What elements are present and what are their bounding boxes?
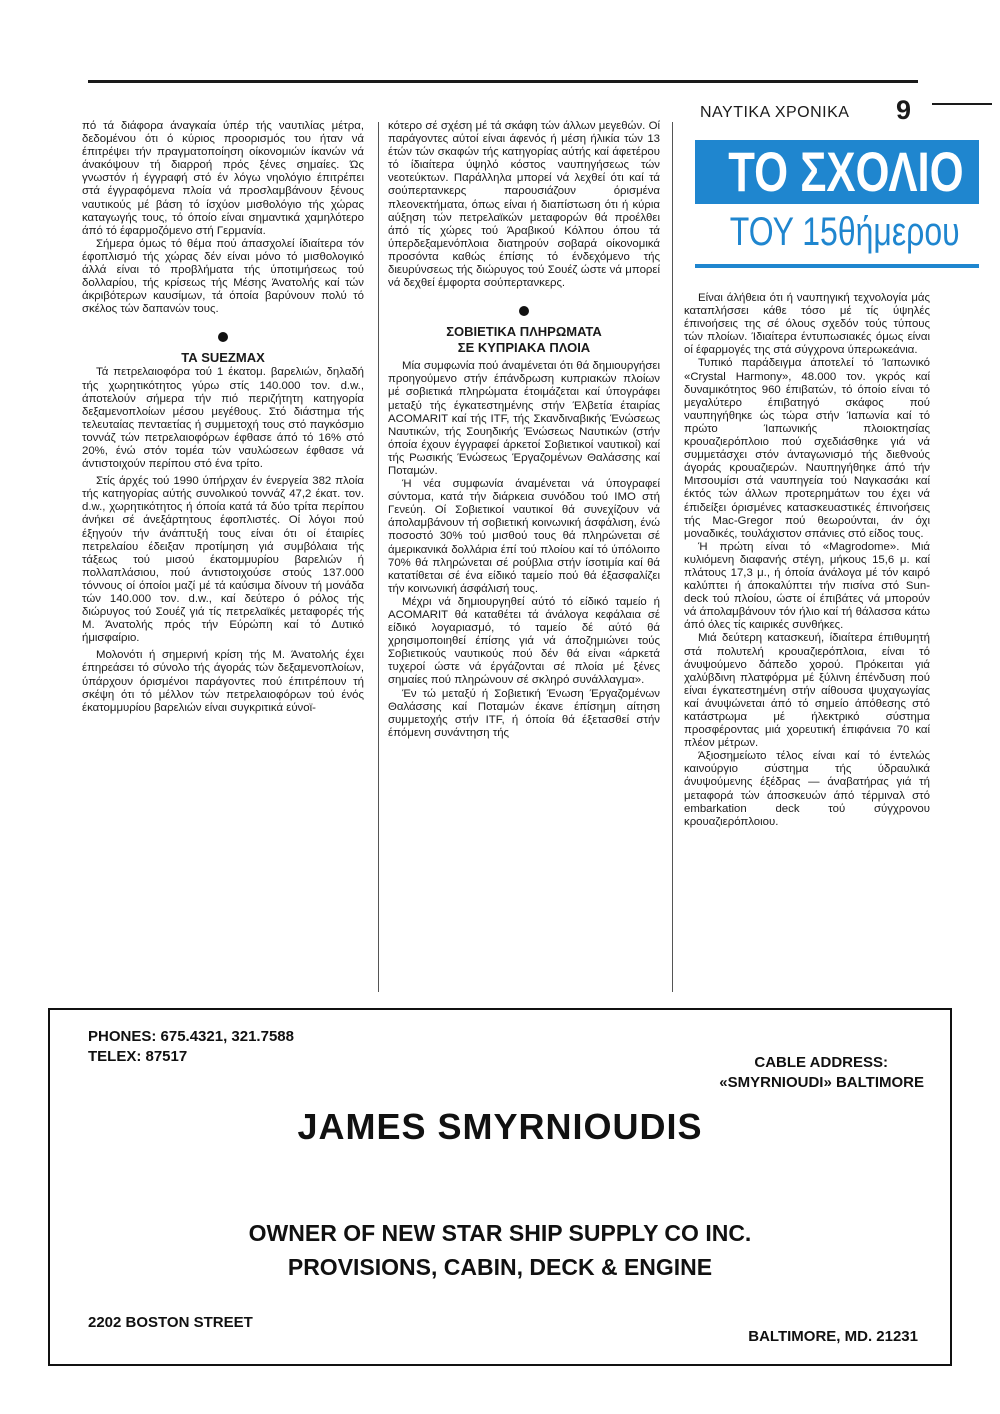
ad-cable-label: CABLE ADDRESS: [754,1054,888,1071]
paragraph: Μολονότι ή σημερινή κρίση τής Μ. Άνατολής έχει έπηρεάσει τό σύνολο τής άγοράς τών δεξαμενοπλοίων, ύπάρχουν όρισμένοι παράγοντες πού έπιτρέπουν τή σκέψη ότι τό μέλλον τών πετρελαιοφόρων τού ένός έκατομμυρίου βαρελιών είναι συγκριτικά εύνοϊ- [82,649,364,714]
column-divider-2 [672,122,673,992]
section-bullet [519,306,529,316]
ad-owner-line: OWNER OF NEW STAR SHIP SUPPLY CO INC. [248,1220,752,1246]
article-column-3 [684,292,930,829]
page-number: 9 [896,95,912,125]
column-divider-1 [378,122,379,992]
paragraph: Ή νέα συμφωνία άναμένεται νά ύπογραφεί σύντομα, κατά τήν διάρκεια συνόδου τού IMO στή Γενεύη. Οί Σοβιετικοί ναυτικοί θά συνεχίζουν νά άπολαμβάνουν τή σοβιετική κοινωνική άσφάλιση, ένώ ποσοστό 30% τού μισθού τους θά πληρώνεται σέ άμερικανικά δολλάρια έπί τού πλοίου καί τό ύπόλοιπο 70% θά πληρώνεται σέ ρούβλια στήν ίσοτιμία καί θά κατατίθεται σέ ένα είδικό ταμείο πού θά έξασφαλίζει τήν κοινωνική άσφάλισή τους. [388,478,660,595]
article-column-2 [388,120,660,740]
comment-banner [695,140,979,268]
paragraph: Τά πετρελαιοφόρα τού 1 έκατομ. βαρελιών, δηλαδή τής χωρητικότητος γύρω στίς 140.000 τον. d.w., άποτελούν σήμερα τήν πιό περιζήτητη κατηγορία δεξαμενοπλοίων μέσου μεγέθους. Στό διάστημα τής τελευταίας πενταετίας ή συμμετοχή τους στό παγκόσμιο τοννάζ τών πετρελαιοφόρων έφθασε άπό τό 16% στό 20%, ένώ στόν τομέα τών ναυλώσεων έφθασε νά άντιστοιχούν περίπου στό ένα τρίτο. [82,366,364,471]
paragraph: Μιά δεύτερη κατασκευή, ίδιαίτερα έπιθυμητή στά πολυτελή κρουαζιερόπλοια, είναι τό άνυψούμενο δάπεδο χορού. Πρόκειται γιά χαλύβδινη πλατφόρμα μέ ξύλινη έπένδυση πού είναι έγκατεστημένη στήν αίθουσα ψυχαγωγίας καί άνυψώνεται άπό τό σημείο άπόθεσης στό κατάστρωμα μέ ήλεκτρικό σύστημα προσφέροντας μιά χορευτική έπιφάνεια 70 καί πλέον μέτρων. [684,632,930,750]
ad-cable-address: «SMYRNIOUDI» BALTIMORE [719,1074,924,1091]
ad-city: BALTIMORE, MD. 21231 [748,1328,918,1345]
paragraph: Στίς άρχές τού 1990 ύπήρχαν έν ένεργεία 382 πλοία τής κατηγορίας αύτής συνολικού τοννάζ 47,2 έκατ. τον. d.w., χωρητικότητος ή όποία κατά τά δύο τρίτα περίπου άνήκει σέ άνεξάρτητους έφοπλιστές. Οί λόγοι πού έξηγούν τήν άνάπτυξή τους είναι ότι οί έταιρίες πετρελαίου έδειξαν προτίμηση γιά συμβόλαια τής τάξεως τού μισού έκατομμυρίου βαρελιών ή πολλαπλάσιου, πού άντιστοιχούσε στούς 137.000 τόννους οί όποίοι μαζί μέ τά καύσιμα δίνουν τή μονάδα τών 140.000 τον. d.w., καί δεύτερο ό ρόλος τής διώρυγος τού Σουέζ γιά τίς πετρελαϊκές μεταφορές τής Μ. Άνατολής πρός τήν Εύρώπη καί τό Δυτικό ήμισφαίριο. [82,475,364,645]
ad-supplies-line: PROVISIONS, CABIN, DECK & ENGINE [287,1254,713,1280]
banner-title: ΤΟ ΣΧΟΛΙΟ [695,140,979,204]
advertisement-box [48,1008,952,1366]
section-title: ΝΑΥΤΙΚΑ ΧΡΟΝΙΚΑ [700,104,850,121]
section-bullet [218,332,228,342]
article-column-1 [82,120,364,715]
banner-underline [695,264,979,268]
banner-subtitle: ΤΟΥ 15θήμερου [729,210,960,254]
paragraph: Σήμερα όμως τό θέμα πού άπασχολεί ίδιαίτερα τόν έφοπλισμό τής χώρας δέν είναι μόνο τό μισθολογικό άλλά είναι τό προβλήματα τής ύποτιμήσεως τού δολλαρίου, τής κρίσεως τής Μέσης Άνατολής καί τών άκριβότερων καυσίμων, τά όποία βαρύνουν πολύ τό σκέλος τών δαπανών τους. [82,237,364,316]
ad-phones: PHONES: 675.4321, 321.7588 [88,1028,294,1045]
paragraph: Μία συμφωνία πού άναμένεται ότι θά δημιουργήσει προηγούμενο στήν έπάνδρωση κυπριακών πλοίων μέ σοβιετικά πληρώματα έτοιμάζεται καί ύπογράφει μεταξύ τής έγκατεστημένης στήν Έλβετία έταιρίας ACOMARIT καί τής ITF, τής Σκανδιναβικής Ένώσεως Ναυτικών, τής Σουηδικής Ένώσεως Ναυτικών (στήν όποία έχουν έγγραφεί άρκετοί Σοβιετικοί ναυτικοί) καί τής Ρωσικής Ένώσεως Έργαζομένων Θαλάσσης καί Ποταμών. [388,360,660,477]
section-heading: ΤΑ SUEZMAX [181,350,265,366]
section-heading: ΣΕ ΚΥΠΡΙΑΚΑ ΠΛΟΙΑ [457,340,591,356]
paragraph: πό τά διάφορα άναγκαία ύπέρ τής ναυτιλίας μέτρα, δεδομένου ότι ό κύριος προορισμός του ήταν νά έπιτρέψει τήν πραγματοποίηση οίκονομιών ίκανών νά άνακόψουν τή διαρροή πρός ξένες σημαίες. Ώς γνωστόν ή έγγραφή στό έν λόγω νηολόγιο έπιτρέπει στά έγγραφόμενα πλοία νά προσλαμβάνουν ξένους ναυτικούς μέ βάση τό ίσχύον μισθολόγιο τής χώρας καταγωγής τους, τό όποίο είναι σημαντικά χαμηλότερο άπό τό έφαρμοζόμενο στή Γερμανία. [82,120,364,237]
ad-telex: TELEX: 87517 [88,1048,188,1065]
paragraph: Μέχρι νά δημιουργηθεί αύτό τό είδικό ταμείο ή ACOMARIT θά καταθέτει τά άνάλογα κεφάλαια σέ είδικό λογαριασμό, τό ταμείο δέ αύτό θά χρησιμοποιηθεί έπίσης γιά νά άποζημιώνει τούς Σοβιετικούς ναυτικούς πού δέν θά είναι «άρκετά τυχεροί ώστε νά έργάζονται σέ πλοία μέ ξένες σημαίες πού πληρώνουν σέ σκληρό συνάλλαγμα». [388,595,660,687]
header-rule-right [932,103,992,105]
paragraph: κότερο σέ σχέση μέ τά σκάφη τών άλλων μεγεθών. Οί παράγοντες αύτοί είναι άφενός ή μέση ήλικία τών 13 έτών τών σκαφών τής κατηγορίας αύτής καί άφετέρου τό ίδιαίτερα ύψηλό κόστος ναυπηγήσεως τών νεοτεύκτων. Παράλληλα μπορεί νά λεχθεί ότι καί τά σούπερτανκερς παρουσιάζουν όρισμένα πλεονεκτήματα, όπως είναι ή διαπίστωση ότι ή κύρια αύξηση τών πετρελαϊκών μεταφορών θά προέλθει άπό τίς χώρες τού Άραβικού Κόλπου όπου τά ύπερδεξαμενόπλοια διατηρούν σοβαρά οίκονομικά προσόντα καθώς έπίσης τό ένδεχόμενο τής διευρύνσεως τής διώρυγος τού Σουέζ ώστε νά μπορεί νά δεχθεί έμφορτα σούπερτανκερς. [388,120,660,290]
header-rule-left [88,80,918,83]
section-heading: ΣΟΒΙΕΤΙΚΑ ΠΛΗΡΩΜΑΤΑ [446,324,602,340]
paragraph: Ή πρώτη είναι τό «Magrodome». Μιά κυλιόμενη διαφανής στέγη, μήκους 15,6 μ. καί πλάτους 17,3 μ., ή όποία άνάλογα μέ τόν καιρό καλύπτει ή άποκαλύπτει τήν πισίνα στό Sun-deck τού πλοίου, ώστε οί έπιβάτες νά μπορούν νά άπολαμβάνουν τόν ήλιο καί τή θάλασσα κάτω άπό όλες τίς καιρικές συνθήκες. [684,540,930,632]
paragraph: Άξιοσημείωτο τέλος είναι καί τό έντελώς καινούργιο σύστημα τής ύδραυλικά άνυψούμενης έξέδρας — άναβατήρας γιά τή μεταφορά τών άποσκευών άπό τέρμιναλ στό embarkation deck τού σύγχρονου κρουαζιερόπλοιου. [684,750,930,828]
paragraph: Έν τώ μεταξύ ή Σοβιετική Ένωση Έργαζομένων Θαλάσσης καί Ποταμών έκανε έπίσημη αίτηση συμμετοχής στήν ITF, ή όποία θά έξετασθεί στήν έπόμενη συνάντηση τής [388,687,660,739]
ad-street: 2202 BOSTON STREET [88,1314,253,1331]
ad-company-name: JAMES SMYRNIOUDIS [297,1106,703,1147]
paragraph: Είναι άλήθεια ότι ή ναυπηγική τεχνολογία μάς καταπλήσσει κάθε τόσο μέ τίς ύψηλές έπινοήσεις της σέ όλους σχεδόν τούς τύπους τών πλοίων. Ίδιαίτερα έντυπωσιακές όμως είναι οί έφαρμογές της στά σύγχρονα ύπερωκεάνια. [684,292,930,357]
paragraph: Τυπικό παράδειγμα άποτελεί τό Ίαπωνικό «Crystal Harmony», 48.000 τον. γκρός καί δυναμικότητος 960 έπιβατών, τό όποίο είναι τό μεγαλύτερο έπιβατηγό σκάφος πού ναυπηγήθηκε ώς τώρα στήν Ίαπωνία καί τό πρώτο Ίαπωνικής πλοιοκτησίας κρουαζιερόπλοιο πού σχεδιάσθηκε γιά νά συμμετάσχει στόν άνταγωνισμό τής διεθνούς άγοράς κρουαζιερών. Ναυπηγήθηκε άπό τήν Μιτσουμίσι στά ναυπηγεία τού Ναγκασάκι καί έκτός τών άλλων προτερημάτων του έχει νά έπιδείξει όρισμένες κατασκευαστικές έπινοήσεις τής Mac-Gregor πού θεωρούνται, άν όχι μοναδικές, τουλάχιστον σπάνιες στό είδος τους. [684,357,930,540]
